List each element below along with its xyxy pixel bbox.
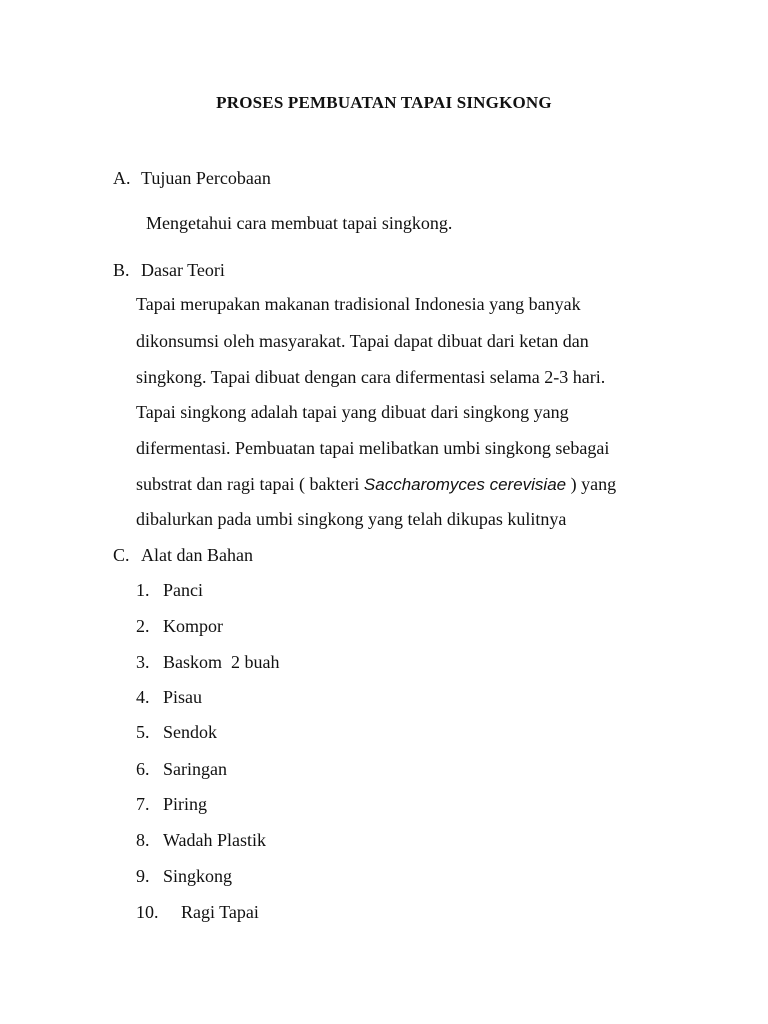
- section-c-heading: [113, 545, 253, 566]
- list-item-label: Ragi Tapai: [181, 902, 259, 922]
- section-a-letter: A.: [113, 168, 131, 188]
- list-item-number: 5.: [136, 722, 150, 742]
- list-item-number: 8.: [136, 830, 150, 850]
- list-item-label: Wadah Plastik: [163, 830, 267, 850]
- list-item-label: Singkong: [163, 866, 233, 886]
- list-item: [136, 652, 280, 673]
- theory-line-3: singkong. Tapai dibuat dengan cara difermentasi selama 2-3 hari.: [136, 367, 606, 387]
- section-c-letter: C.: [113, 545, 130, 565]
- section-a-heading: [113, 168, 271, 189]
- theory-line-5: difermentasi. Pembuatan tapai melibatkan umbi singkong sebagai: [136, 438, 610, 458]
- list-item-label: Kompor: [163, 616, 223, 636]
- list-item-label: Sendok: [163, 722, 217, 742]
- document-title: PROSES PEMBUATAN TAPAI SINGKONG: [216, 93, 552, 112]
- list-item-label: Panci: [163, 580, 203, 600]
- list-item: [136, 866, 232, 887]
- section-b-heading: [113, 260, 225, 281]
- list-item: [136, 616, 223, 637]
- list-item: [136, 722, 217, 743]
- list-item-label: Piring: [163, 794, 208, 814]
- section-a-title: Tujuan Percobaan: [141, 168, 271, 188]
- list-item-number: 7.: [136, 794, 150, 814]
- theory-line-7: dibalurkan pada umbi singkong yang telah dikupas kulitnya: [136, 509, 567, 529]
- theory-line-6-post: ) yang: [566, 474, 617, 494]
- theory-line-6: [136, 474, 616, 495]
- section-a-body: Mengetahui cara membuat tapai singkong.: [146, 213, 453, 233]
- list-item: [136, 794, 207, 815]
- list-item-label: Pisau: [163, 687, 203, 707]
- list-item-label: Baskom 2 buah: [163, 652, 280, 672]
- list-item: [136, 759, 227, 780]
- section-c-title: Alat dan Bahan: [141, 545, 253, 565]
- theory-line-2: dikonsumsi oleh masyarakat. Tapai dapat dibuat dari ketan dan: [136, 331, 589, 351]
- list-item-number: 4.: [136, 687, 150, 707]
- list-item: [136, 830, 266, 851]
- list-item-number: 1.: [136, 580, 150, 600]
- list-item-number: 10.: [136, 902, 159, 922]
- theory-line-1: Tapai merupakan makanan tradisional Indonesia yang banyak: [136, 294, 581, 314]
- theory-line-6-pre: substrat dan ragi tapai ( bakteri: [136, 474, 364, 494]
- list-item: [136, 687, 202, 708]
- list-item: [136, 580, 203, 601]
- list-item-number: 9.: [136, 866, 150, 886]
- section-b-title: Dasar Teori: [141, 260, 225, 280]
- species-name: Saccharomyces cerevisiae: [363, 475, 567, 494]
- section-b-letter: B.: [113, 260, 130, 280]
- list-item-label: Saringan: [163, 759, 227, 779]
- list-item-number: 3.: [136, 652, 150, 672]
- list-item-number: 2.: [136, 616, 150, 636]
- list-item: [136, 902, 259, 923]
- theory-line-4: Tapai singkong adalah tapai yang dibuat dari singkong yang: [136, 402, 569, 422]
- list-item-number: 6.: [136, 759, 150, 779]
